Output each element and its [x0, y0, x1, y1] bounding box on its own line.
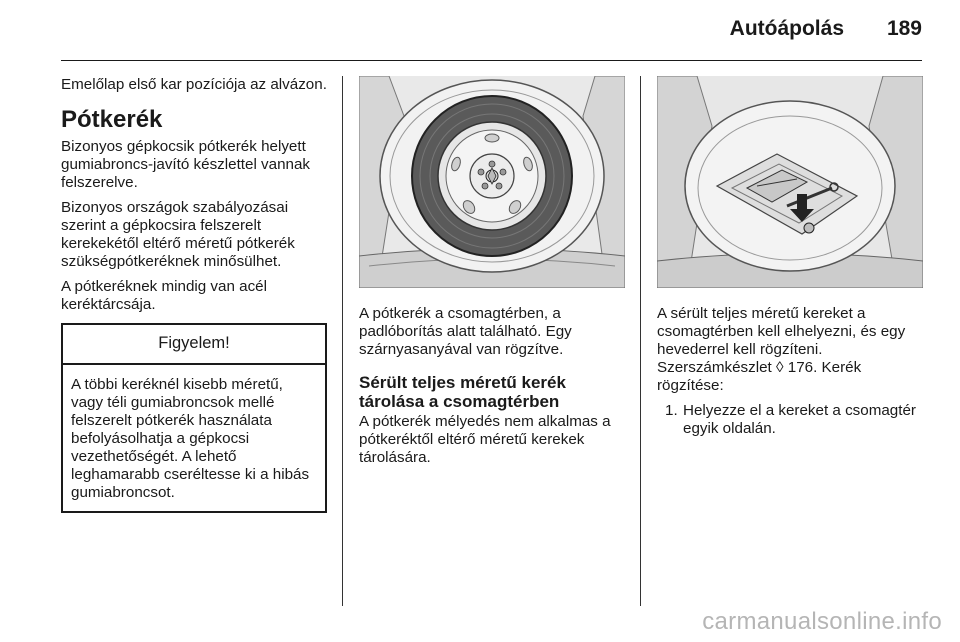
paragraph: Bizonyos országok szabályozásai szerint a gépkocsira felszerelt kerekekétől eltérő méretű pótkerék szükségpótkeréknek minősülhet.	[61, 199, 295, 270]
paragraph: A pótkeréknek mindig van acél keréktárcsája.	[61, 278, 267, 313]
warning-text: A többi keréknél kisebb méretű, vagy téli gumiabroncsok mellé felszerelt pótkerék használata befolyásolhatja a gépkocsi vezethetőségét. A lehető leghamarabb cseréltesse ki a hibás gumiabroncsot.	[71, 376, 310, 501]
figure-caption: A pótkerék a csomagtérben, a padlóborítás alatt található. Egy szárnyasanyával van rögzítve.	[359, 305, 572, 358]
column-2	[359, 76, 625, 474]
paragraph: A pótkerék mélyedés nem alkalmas a pótkeréktől eltérő méretű kerekek tárolására.	[359, 413, 611, 466]
page-header	[61, 0, 922, 61]
warning-notice	[61, 323, 327, 513]
page-number: 189	[886, 17, 922, 40]
spare-wheel-in-trunk-illustration	[359, 76, 625, 288]
column-divider	[342, 76, 343, 606]
warning-title: Figyelem!	[63, 325, 325, 365]
tool-kit-in-wheel-well-illustration	[657, 76, 923, 288]
step-text: Helyezze el a kereket a csomagtér egyik oldalán.	[683, 402, 916, 437]
chapter-title: Autóápolás	[729, 17, 844, 40]
instruction-step	[665, 402, 923, 438]
column-1	[61, 76, 327, 513]
paragraph: Bizonyos gépkocsik pótkerék helyett gumiabroncs-javító készlettel vannak felszerelve.	[61, 138, 311, 191]
column-divider	[640, 76, 641, 606]
section-heading-spare-wheel: Pótkerék	[61, 106, 163, 133]
page-reference-icon: ◊	[776, 359, 784, 376]
intro-text: Emelőlap első kar pozíciója az alvázon.	[61, 76, 327, 93]
column-3	[657, 76, 923, 438]
section-heading-damaged-wheel: Sérült teljes méretű kerék tárolása a csomagtérben	[359, 373, 566, 411]
watermark: carmanualsonline.info	[702, 608, 942, 635]
step-number: 1.	[665, 402, 678, 419]
figure-caption: A sérült teljes méretű kereket a csomagtérben kell elhelyezni, és egy hevederrel kell rögzíteni. Szerszámkészlet ◊ 176. Kerék rögzítése:	[657, 305, 906, 394]
